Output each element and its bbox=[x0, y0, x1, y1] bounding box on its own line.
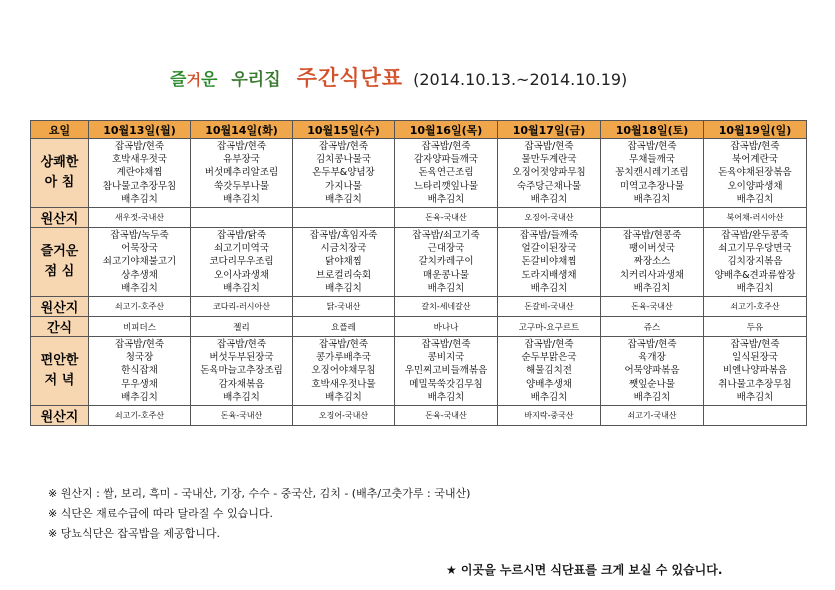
menu-item: 느타리깻잎나물 bbox=[413, 180, 479, 192]
snack-cell: 두유 bbox=[704, 317, 807, 337]
menu-item: 미역고추장나물 bbox=[619, 180, 685, 192]
menu-item: 매운콩나물 bbox=[423, 269, 469, 281]
menu-item: 감자채볶음 bbox=[218, 378, 265, 390]
menu-item: 쇠고기무우당면국 bbox=[718, 243, 792, 255]
menu-item: 배추김치 bbox=[530, 193, 568, 205]
menu-item: 배추김치 bbox=[121, 193, 158, 205]
title-un: 운 bbox=[200, 70, 218, 90]
header-cell: 10월13일(월) bbox=[89, 121, 191, 139]
lunch-cell bbox=[498, 228, 601, 297]
menu-item: 배추김치 bbox=[633, 282, 671, 294]
menu-item: 무채들깨국 bbox=[629, 154, 675, 166]
menu-item: 배추김치 bbox=[736, 193, 774, 205]
enlarge-menu-link[interactable]: ★ 이곳을 누르시면 식단표를 크게 보실 수 있습니다. bbox=[446, 563, 723, 577]
menu-item: 쑥갓두부나물 bbox=[213, 180, 270, 192]
header-cell: 10월18일(토) bbox=[601, 121, 704, 139]
header-cell: 10월17일(금) bbox=[498, 121, 601, 139]
menu-item: 버섯두부된장국 bbox=[209, 352, 274, 364]
menu-item: 잡곡밥/쇠고기죽 bbox=[412, 230, 480, 242]
menu-item: 쇠고기미역국 bbox=[213, 243, 270, 255]
menu-item: 북어계란국 bbox=[732, 154, 778, 166]
menu-item: 잡곡밥/완두콩죽 bbox=[721, 230, 789, 242]
menu-item: 쇠고기야채불고기 bbox=[102, 256, 177, 268]
lunch-cell bbox=[191, 228, 293, 297]
title-uri: 우리집 bbox=[231, 70, 281, 90]
menu-item: 근대장국 bbox=[427, 243, 465, 255]
origin-cell: 쇠고기-호주산 bbox=[89, 406, 191, 426]
origin-cell: 쇠고기-호주산 bbox=[704, 297, 807, 317]
origin-cell: 오징어-국내산 bbox=[498, 208, 601, 228]
origin-cell: 코다리-러시아산 bbox=[191, 297, 293, 317]
row-label-line: 저 녁 bbox=[44, 373, 75, 389]
breakfast-cell bbox=[191, 139, 293, 208]
menu-item: 잡곡밥/흑임자죽 bbox=[309, 230, 378, 242]
menu-item: 브로컬리숙회 bbox=[315, 269, 372, 281]
menu-item: 오징어젓양파무침 bbox=[512, 167, 586, 179]
snack-cell: 요플레 bbox=[293, 317, 395, 337]
origin-label: 원산지 bbox=[31, 406, 89, 426]
breakfast-cell bbox=[293, 139, 395, 208]
menu-item: 취나물고추장무침 bbox=[718, 378, 792, 390]
menu-item: 배추김치 bbox=[427, 193, 465, 205]
menu-item: 감자양파들깨국 bbox=[413, 154, 479, 166]
origin-cell bbox=[601, 208, 704, 228]
lunch-cell bbox=[395, 228, 498, 297]
dinner-cell bbox=[395, 337, 498, 406]
menu-item: 잡곡밥/현죽 bbox=[216, 339, 267, 351]
dinner-cell bbox=[293, 337, 395, 406]
menu-item: 배추김치 bbox=[121, 391, 158, 403]
menu-item: 코다리무우조림 bbox=[209, 256, 274, 268]
menu-item: 해물김치전 bbox=[526, 365, 572, 377]
menu-item: 돈갈비야채찜 bbox=[521, 256, 577, 268]
menu-item: 갈치카레구이 bbox=[418, 256, 474, 268]
menu-item: 일식된장국 bbox=[732, 352, 778, 364]
header-cell: 10월16일(목) bbox=[395, 121, 498, 139]
menu-item: 배추김치 bbox=[325, 282, 362, 294]
menu-item: 시금치장국 bbox=[320, 243, 367, 255]
dinner-row bbox=[31, 337, 807, 406]
origin-cell: 돈육-국내산 bbox=[395, 406, 498, 426]
menu-item: 콩비지국 bbox=[427, 352, 465, 364]
menu-item: 온두부&양념장 bbox=[312, 167, 375, 179]
row-label-line: 즐거운 bbox=[40, 244, 79, 260]
origin-cell: 새우젓-국내산 bbox=[89, 208, 191, 228]
breakfast-cell bbox=[395, 139, 498, 208]
lunch-cell bbox=[293, 228, 395, 297]
note-line: ※ 식단은 재료수급에 따라 달라질 수 있습니다. bbox=[48, 507, 273, 520]
menu-item: 배추김치 bbox=[530, 282, 568, 294]
menu-item: 배추김치 bbox=[427, 391, 465, 403]
menu-item: 배추김치 bbox=[223, 391, 260, 403]
origin-cell bbox=[293, 208, 395, 228]
menu-item: 쨋잎순나물 bbox=[629, 378, 675, 390]
origin-cell bbox=[191, 208, 293, 228]
row-label-line: 편안한 bbox=[40, 353, 79, 369]
weekly-menu-table bbox=[30, 120, 807, 426]
menu-item: 잡곡밥/현죽 bbox=[114, 339, 165, 351]
origin-label: 원산지 bbox=[31, 208, 89, 228]
menu-item: 얼갈이된장국 bbox=[521, 243, 577, 255]
title-geo: 거 bbox=[186, 71, 201, 89]
menu-item: 유부장국 bbox=[223, 154, 260, 166]
origin-cell: 바지락-중국산 bbox=[498, 406, 601, 426]
origin-cell: 돈갈비-국내산 bbox=[498, 297, 601, 317]
menu-item: 배추김치 bbox=[427, 282, 465, 294]
header-row bbox=[31, 121, 807, 139]
menu-item: 잡곡밥/현죽 bbox=[421, 141, 471, 152]
menu-item: 잡곡밥/현죽 bbox=[730, 141, 780, 152]
menu-item: 잡곡밥/닭죽 bbox=[216, 230, 267, 242]
dinner-cell bbox=[89, 337, 191, 406]
menu-item: 김치장지볶음 bbox=[727, 256, 783, 268]
dinner-cell bbox=[704, 337, 807, 406]
menu-item: 양배추&견과류쌈장 bbox=[714, 269, 796, 281]
menu-item: 순두부맑은국 bbox=[521, 352, 577, 364]
header-cell: 요일 bbox=[31, 121, 89, 139]
lunch-cell bbox=[704, 228, 807, 297]
menu-item: 잡곡밥/들깨죽 bbox=[519, 230, 579, 242]
origin-label: 원산지 bbox=[31, 297, 89, 317]
menu-item: 호박새우젓나물 bbox=[311, 378, 376, 390]
snack-cell: 젤리 bbox=[191, 317, 293, 337]
menu-item: 오이사과생채 bbox=[213, 269, 270, 281]
lunch-cell bbox=[601, 228, 704, 297]
origin-cell: 쇠고기-호주산 bbox=[89, 297, 191, 317]
title-date-range: (2014.10.13.~2014.10.19) bbox=[413, 70, 628, 89]
origin-cell: 돈육-국내산 bbox=[395, 208, 498, 228]
breakfast-cell bbox=[601, 139, 704, 208]
dinner-label bbox=[31, 337, 89, 406]
menu-item: 콩가루배추국 bbox=[315, 352, 372, 364]
menu-item: 우민찌고비들깨볶음 bbox=[404, 365, 488, 377]
note-line: ※ 원산지 : 쌀, 보리, 흑미 - 국내산, 기장, 수수 - 중국산, 김치 - (배추/고춧가루 : 국내산) bbox=[48, 487, 471, 500]
menu-item: 청국장 bbox=[125, 352, 154, 364]
menu-item: 한식잡채 bbox=[121, 365, 158, 377]
snack-cell: 바나나 bbox=[395, 317, 498, 337]
breakfast-origin-row bbox=[31, 208, 807, 228]
menu-item: 비엔나양파볶음 bbox=[722, 365, 788, 377]
menu-item: 어묵양파볶음 bbox=[624, 365, 680, 377]
breakfast-cell bbox=[498, 139, 601, 208]
menu-item: 잡곡밥/현죽 bbox=[216, 141, 267, 152]
dinner-cell bbox=[498, 337, 601, 406]
menu-item: 계란야채찜 bbox=[116, 167, 163, 179]
menu-item: 육개장 bbox=[638, 352, 666, 364]
origin-cell: 닭-국내산 bbox=[293, 297, 395, 317]
menu-item: 배추김치 bbox=[530, 391, 568, 403]
menu-item: 잡곡밥/현죽 bbox=[524, 339, 574, 351]
note-line: ※ 당뇨식단은 잡곡밥을 제공합니다. bbox=[48, 527, 220, 540]
header-cell: 10월14일(화) bbox=[191, 121, 293, 139]
menu-item: 상추생채 bbox=[121, 269, 158, 281]
dinner-cell bbox=[601, 337, 704, 406]
menu-item: 배추김치 bbox=[325, 391, 362, 403]
menu-item: 도라지배생채 bbox=[521, 269, 577, 281]
menu-item: 배추김치 bbox=[633, 391, 671, 403]
menu-item: 배추김치 bbox=[633, 193, 671, 205]
menu-item: 잡곡밥/현죽 bbox=[627, 141, 677, 152]
row-label-line: 상쾌한 bbox=[40, 155, 79, 170]
breakfast-label bbox=[31, 139, 89, 208]
origin-cell: 쇠고기-국내산 bbox=[601, 406, 704, 426]
row-label-line: 점 심 bbox=[44, 264, 75, 280]
menu-item: 꽁치캔시레기조림 bbox=[615, 167, 689, 179]
menu-item: 무우생채 bbox=[121, 378, 158, 390]
origin-cell: 돈육-국내산 bbox=[601, 297, 704, 317]
lunch-cell bbox=[89, 228, 191, 297]
menu-item: 잡곡밥/현죽 bbox=[318, 339, 369, 351]
menu-item: 숙주당근채나물 bbox=[516, 180, 582, 192]
menu-item: 호박새우젓국 bbox=[111, 154, 168, 166]
menu-item: 팽이버섯국 bbox=[629, 243, 675, 255]
menu-item: 가지나물 bbox=[325, 180, 362, 192]
menu-item: 치커리사과생채 bbox=[619, 269, 685, 281]
origin-cell: 오징어-국내산 bbox=[293, 406, 395, 426]
origin-cell bbox=[704, 406, 807, 426]
notes bbox=[48, 484, 470, 544]
breakfast-row bbox=[31, 139, 807, 208]
menu-item: 오이양파생채 bbox=[727, 180, 783, 192]
menu-item: 잡곡밥/현죽 bbox=[421, 339, 471, 351]
menu-item: 잡곡밥/현죽 bbox=[730, 339, 780, 351]
menu-item: 오징어야채무침 bbox=[311, 365, 376, 377]
dinner-origin-row bbox=[31, 406, 807, 426]
menu-item: 잡곡밥/현죽 bbox=[627, 339, 677, 351]
menu-item: 물만두계란국 bbox=[521, 154, 577, 166]
menu-item: 배추김치 bbox=[736, 282, 774, 294]
menu-item: 양배추생채 bbox=[526, 378, 572, 390]
header-cell: 10월19일(일) bbox=[704, 121, 807, 139]
page-title bbox=[170, 62, 690, 102]
lunch-label bbox=[31, 228, 89, 297]
breakfast-cell bbox=[89, 139, 191, 208]
title-main: 주간식단표 bbox=[296, 66, 404, 90]
menu-item: 잡곡밥/현콩죽 bbox=[622, 230, 682, 242]
menu-item: 메밀묵쑥갓김무침 bbox=[409, 378, 483, 390]
breakfast-cell bbox=[704, 139, 807, 208]
menu-item: 돈육연근조림 bbox=[418, 167, 474, 179]
snack-cell: 비피더스 bbox=[89, 317, 191, 337]
snack-cell: 쥬스 bbox=[601, 317, 704, 337]
menu-item: 참나물고추장무침 bbox=[102, 180, 177, 192]
menu-item: 짜장소스 bbox=[633, 256, 671, 268]
menu-item: 배추김치 bbox=[121, 282, 158, 294]
menu-item: 잡곡밥/현죽 bbox=[318, 141, 369, 152]
menu-item: 돈육마늘고추장조림 bbox=[200, 365, 283, 377]
title-jeul: 즐 bbox=[170, 70, 187, 90]
menu-item: 김치콩나물국 bbox=[315, 154, 372, 166]
snack-cell: 고구마-요구르트 bbox=[498, 317, 601, 337]
menu-item: 잡곡밥/현죽 bbox=[114, 141, 165, 152]
lunch-origin-row bbox=[31, 297, 807, 317]
lunch-row bbox=[31, 228, 807, 297]
menu-item: 닭야채찜 bbox=[325, 256, 362, 268]
header-cell: 10월15일(수) bbox=[293, 121, 395, 139]
menu-item: 배추김치 bbox=[223, 282, 260, 294]
dinner-cell bbox=[191, 337, 293, 406]
menu-item: 배추김치 bbox=[736, 391, 774, 403]
menu-item: 버섯메추리알조림 bbox=[204, 167, 279, 179]
snack-label: 간식 bbox=[31, 317, 89, 337]
origin-cell: 북어채-러시아산 bbox=[704, 208, 807, 228]
row-label-line: 아 침 bbox=[44, 175, 75, 190]
snack-row bbox=[31, 317, 807, 337]
origin-cell: 갈치-세네갈산 bbox=[395, 297, 498, 317]
menu-item: 배추김치 bbox=[325, 193, 362, 205]
origin-cell: 돈육-국내산 bbox=[191, 406, 293, 426]
menu-item: 잡곡밥/녹두죽 bbox=[110, 230, 169, 242]
menu-item: 돈육야채된장볶음 bbox=[718, 167, 792, 179]
menu-item: 어묵장국 bbox=[121, 243, 158, 255]
menu-item: 배추김치 bbox=[223, 193, 260, 205]
menu-item: 잡곡밥/현죽 bbox=[524, 141, 574, 152]
